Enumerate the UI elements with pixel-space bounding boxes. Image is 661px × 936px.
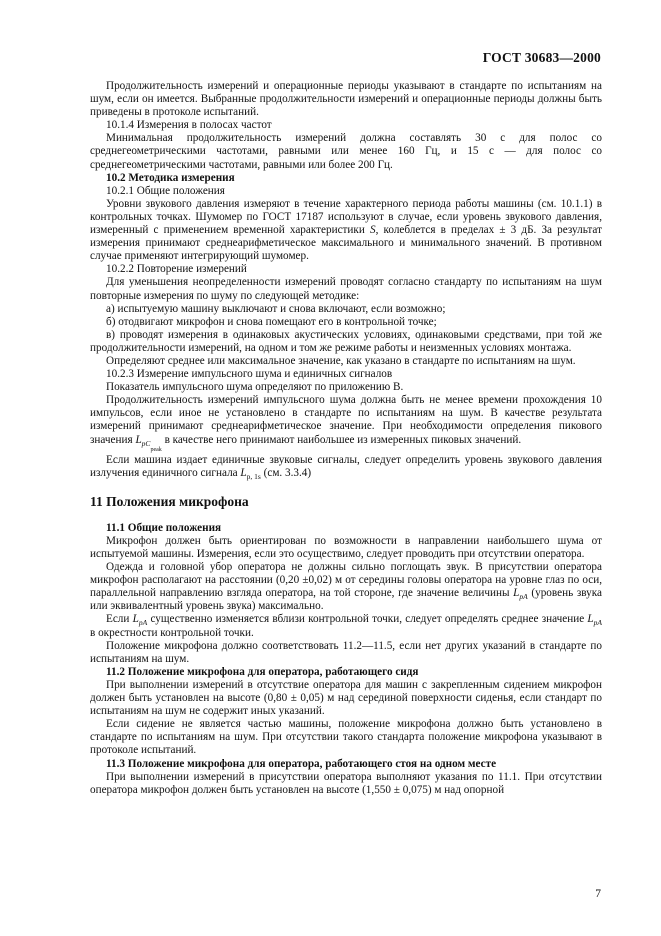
text-run: Одежда и головной убор оператора не должны сильно поглощать звук. В присутствии оператора микрофон располагают на расстоянии (0,20 ±0,02) м от середины головы оператора на уровне глаз по оси, параллельной направлению взгляда оператора, на той стороне, где значение величины [90, 561, 602, 600]
paragraph [90, 454, 602, 480]
subsection-heading: 10.2.2 Повторение измерений [106, 263, 247, 276]
symbol: L [135, 433, 142, 446]
text-run: (уровень звука или эквивалентный уровень звука) максимально. [90, 587, 602, 613]
text-run: Уровни звукового давления измеряют в течение характерного периода работы машины (см. 10.1.1) в контрольных точках. Шумомер по ГОСТ 17187 используют в случае, если уровень звукового давления, измеренный с применением временной характеристики [90, 197, 602, 237]
paragraph: При выполнении измерений в отсутствие оператора для машин с закрепленным сидением микрофон должен быть установлен на высоте (0,80 ± 0,05) м над серединой поверхности сиденья, если стандарт по испытаниям на шум не содержит иных указаний. [90, 678, 602, 718]
symbol-subscript-text: pA [593, 618, 602, 628]
symbol-subscript [594, 618, 602, 627]
paragraph [90, 613, 602, 639]
paragraph: Микрофон должен быть ориентирован по возможности в направлении наибольшего шума от испытуемой машины. Измерения, если это осуществимо, следует проводить при отсутствии оператора. [90, 534, 602, 560]
text-run: Если [106, 613, 133, 626]
text-run: Продолжительность измерений импульсного шума должна быть не менее времени прохождения 10 импульсов, если иное не установлено в стандарте по испытаниям на шум. В качестве результата измерений принимают среднеарифметическое значение. При необходимости определения пикового значения [90, 394, 602, 446]
text-run: в окрестности контрольной точки. [90, 626, 254, 639]
symbol-subscript [519, 592, 527, 601]
text-run: , колеблется в пределах ± 3 дБ. За результат измерения принимают среднеарифметическое максимального и минимального значений. В противном случае применяют интегрирующий шумомер. [90, 224, 602, 263]
section-heading: 11.3 Положение микрофона для оператора, работающего стоя на одном месте [106, 757, 497, 770]
chapter-heading: 11 Положения микрофона [90, 493, 249, 509]
subsection-heading: 10.2.3 Измерение импульсного шума и единичных сигналов [106, 368, 393, 381]
symbol: L [587, 613, 594, 626]
text-run: существенно изменяется вблизи контрольной точки, следует определять среднее значение [147, 613, 588, 626]
list-item: в) проводят измерения в одинаковых акустических условиях, одинаковыми средствами, при той же продолжительности измерений, на одном и том же режиме работы и неизменных условиях монтажа. [90, 328, 602, 354]
symbol-subscript-text: pC [141, 438, 151, 448]
text-run: (см. 3.3.4) [260, 466, 312, 479]
paragraph [90, 198, 602, 263]
standard-header: ГОСТ 30683—2000 [482, 50, 601, 65]
symbol: L [240, 466, 247, 479]
text-run: в качестве него принимают наибольшее из измеренных пиковых значений. [161, 433, 522, 446]
symbol-subscript-2: peak [150, 446, 162, 453]
symbol-subscript-text: pA [138, 618, 148, 628]
paragraph: Определяют среднее или максимальное значение, как указано в стандарте по испытаниям на шум. [106, 354, 576, 367]
paragraph: Минимальная продолжительность измерений должна составлять 30 с для полос со среднегеометрическими частотами, равными или менее 160 Гц, и 15 с — для полос со среднегеометрическими частотами, равными или более 200 Гц. [90, 132, 602, 171]
paragraph: Положение микрофона должно соответствовать 11.2—11.5, если нет других указаний в стандарте по испытаниям на шум. [90, 639, 602, 665]
paragraph [90, 561, 602, 613]
document-body [90, 80, 602, 797]
text-run: Если машина издает единичные звуковые сигналы, следует определить уровень звукового давления излучения единичного сигнала [90, 453, 602, 479]
paragraph: При выполнении измерений в присутствии оператора выполняют указания по 11.1. При отсутствии оператора микрофон должен быть установлен на высоте (1,550 ± 0,075) м над опорной [90, 770, 602, 796]
symbol: S [369, 224, 376, 237]
paragraph: Если сидение не является частью машины, положение микрофона должно быть установлено в стандарте по испытаниям на шум. При отсутствии такого стандарта положение микрофона указывают в протоколе испытаний. [90, 718, 602, 757]
paragraph [90, 394, 602, 453]
symbol-subscript-text: pA [519, 592, 528, 602]
page-number: 7 [595, 888, 601, 900]
section-heading: 11.2 Положение микрофона для оператора, работающего сидя [106, 665, 419, 678]
list-item: а) испытуемую машину выключают и снова включают, если возможно; [106, 302, 446, 315]
section-heading: 11.1 Общие положения [106, 521, 222, 534]
symbol: L [513, 587, 520, 600]
paragraph: Продолжительность измерений и операционные периоды указывают в стандарте по испытаниям на шум, если он имеется. Выбранные продолжительности измерений и операционные периоды должны быть приведены в протоколе испытаний. [90, 80, 602, 119]
section-heading: 10.2 Методика измерения [106, 171, 235, 184]
paragraph: Показатель импульсного шума определяют по приложению В. [106, 381, 404, 394]
subsection-heading: 10.2.1 Общие положения [106, 184, 225, 197]
subsection-heading: 10.1.4 Измерения в полосах частот [106, 119, 272, 132]
list-item: б) отодвигают микрофон и снова помещают его в контрольной точке; [106, 315, 437, 328]
symbol: L [132, 613, 139, 626]
symbol-subscript: p, 1s [246, 471, 261, 481]
paragraph: Для уменьшения неопределенности измерений проводят согласно стандарту по испытаниям на шум повторные измерения по шуму по следующей методике: [90, 276, 602, 302]
symbol-subscript [141, 438, 162, 453]
